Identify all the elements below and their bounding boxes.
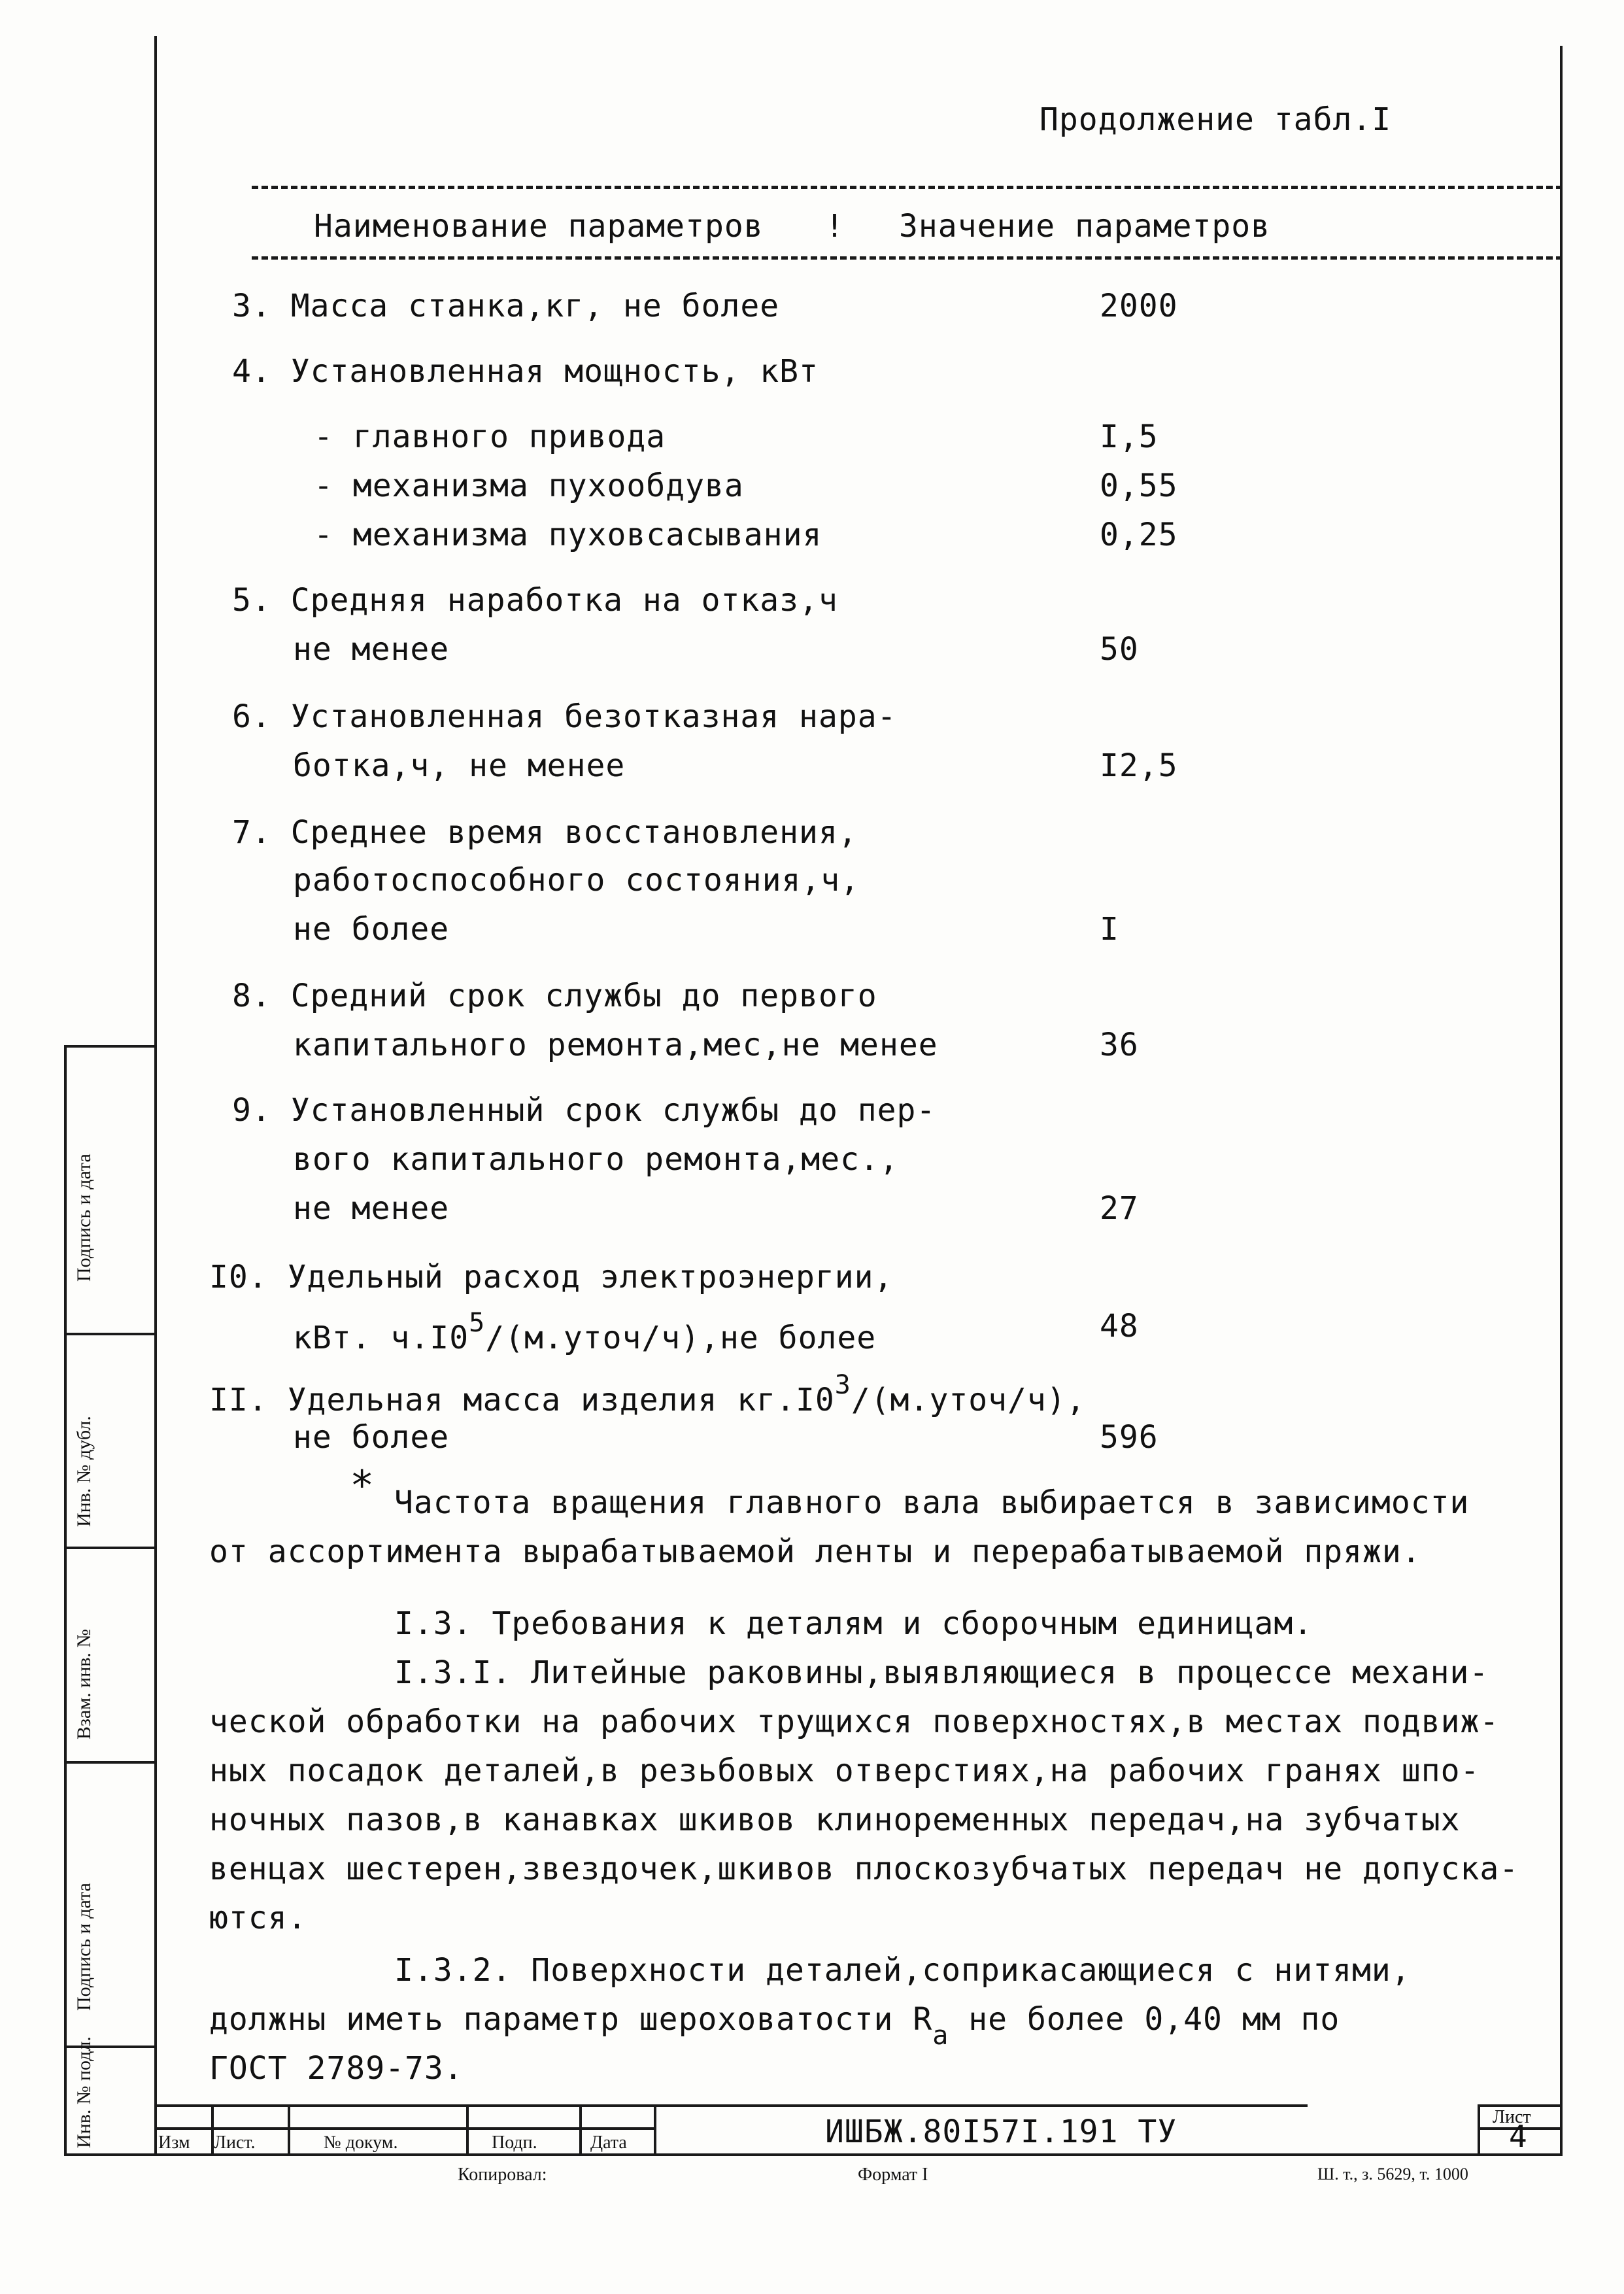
param-row: - механизма пуховсасывания [314,517,822,553]
param-row: 7. Среднее время восстановления, [232,814,858,851]
margin-strip-left-line [64,1045,67,2155]
param-row: 4. Установленная мощность, кВт [232,353,819,390]
copied-by-label: Копировал: [458,2165,547,2185]
paragraph-line: I.3.2. Поверхности деталей,соприкасающиеся с нитями, [394,1952,1411,1989]
paragraph-line-part: не более 0,40 мм по [949,2001,1340,2038]
param-row [209,1370,1086,1418]
table-header-bottom-line [252,256,1563,260]
param-row-part: кВт. ч.I0 [293,1320,469,1356]
param-row [293,1308,876,1356]
param-row: работоспособного состояния,ч, [293,862,860,899]
param-value: 596 [1100,1419,1159,1456]
param-row: 9. Установленный срок службы до пер- [232,1092,936,1129]
title-block-col-label: Дата [590,2132,627,2153]
frame-right-border [1560,46,1563,2155]
margin-strip-divider [64,1547,156,1549]
format-label: Формат I [858,2165,928,2185]
param-row: капитального ремонта,мес,не менее [293,1027,938,1063]
table-header-top-line [252,186,1563,189]
subscript-a: a [932,2021,949,2051]
paragraph-line: I.3.I. Литейные раковины,выявляющиеся в процессе механи- [394,1654,1489,1691]
title-block-col-label: № докум. [324,2132,398,2153]
param-value: 0,25 [1100,517,1178,553]
side-label-signature-date: Подпись и дата [73,1154,95,1282]
title-block-col-label: Изм [158,2132,190,2153]
section-heading: I.3. Требования к деталям и сборочным единицам. [394,1605,1313,1642]
table-column-name-header: Наименование параметров [314,208,764,245]
footnote-text: от ассортимента вырабатываемой ленты и перерабатываемой пряжи. [209,1533,1421,1570]
param-row: не более [293,1419,450,1456]
paragraph-line: ных посадок деталей,в резьбовых отверстиях,на рабочих гранях шпо- [209,1753,1480,1789]
footnote-asterisk: * [350,1462,375,1509]
margin-strip-divider [64,1761,156,1764]
table-continuation-label: Продолжение табл.I [1040,101,1392,138]
param-value: 0,55 [1100,468,1178,504]
param-row: 8. Средний срок службы до первого [232,978,877,1014]
title-block-top-line [154,2104,1308,2107]
title-block-col-label: Подп. [492,2132,537,2153]
side-label-original-inventory: Инв. № подл. [73,2036,95,2148]
margin-strip-divider [64,1333,156,1335]
title-block-col-line [288,2104,290,2155]
side-label-dup-inventory: Инв. № дубл. [73,1416,95,1527]
print-info: Ш. т., з. 5629, т. 1000 [1317,2165,1468,2183]
paragraph-line: венцах шестерен,звездочек,шкивов плоскозубчатых передач не допуска- [209,1851,1519,1887]
title-block-col-line [654,2104,656,2155]
title-block-col-line [579,2104,582,2155]
param-value: 50 [1100,631,1139,668]
frame-left-border [154,36,157,2155]
document-number: ИШБЖ.80I57I.191 ТУ [825,2114,1177,2150]
param-row-part: /(м.уточ/ч), [851,1382,1086,1418]
footnote-text: Частота вращения главного вала выбирается в зависимости [394,1484,1470,1521]
superscript-exponent: 3 [834,1370,851,1400]
param-row: не менее [293,631,450,668]
param-row: не менее [293,1190,450,1227]
param-row: - главного привода [314,419,666,455]
side-label-signature-date-2: Подпись и дата [73,1883,95,2011]
param-value: 27 [1100,1190,1139,1227]
param-value: I [1100,911,1119,948]
table-column-separator: ! [825,208,845,245]
sheet-label: Лист [1493,2107,1531,2127]
paragraph-line [209,2001,1340,2051]
paragraph-line: ГОСТ 2789-73. [209,2050,464,2087]
param-row-part: II. Удельная масса изделия кг.I0 [209,1382,835,1418]
side-label-replaced-inventory: Взам. инв. № [73,1628,95,1739]
param-row: вого капитального ремонта,мес., [293,1141,899,1178]
param-value: 2000 [1100,288,1178,324]
paragraph-line: ческой обработки на рабочих трущихся поверхностях,в местах подвиж- [209,1703,1500,1740]
param-row: ботка,ч, не менее [293,747,626,784]
param-value: 36 [1100,1027,1139,1063]
paragraph-line-part: должны иметь параметр шероховатости R [209,2001,933,2038]
paragraph-line: ются. [209,1900,307,1936]
paragraph-line: ночных пазов,в канавках шкивов клиноременных передач,на зубчатых [209,1802,1461,1838]
param-value: I,5 [1100,419,1159,455]
param-row: I0. Удельный расход электроэнергии, [209,1259,894,1295]
param-row: 3. Масса станка,кг, не более [232,288,780,324]
param-row: 6. Установленная безотказная нара- [232,698,897,735]
margin-strip-top [64,1045,156,1048]
param-row: - механизма пухообдува [314,468,744,504]
title-block-col-line [466,2104,469,2155]
param-row-part: /(м.уточ/ч),не более [485,1320,877,1356]
param-value: 48 [1100,1308,1139,1344]
param-value: I2,5 [1100,747,1178,784]
param-row: не более [293,911,450,948]
sheet-number: 4 [1509,2119,1528,2154]
param-row: 5. Средняя наработка на отказ,ч [232,582,838,619]
title-block-col-label: Лист. [214,2132,256,2153]
superscript-exponent: 5 [469,1308,486,1338]
table-column-value-header: Значение параметров [899,208,1271,245]
